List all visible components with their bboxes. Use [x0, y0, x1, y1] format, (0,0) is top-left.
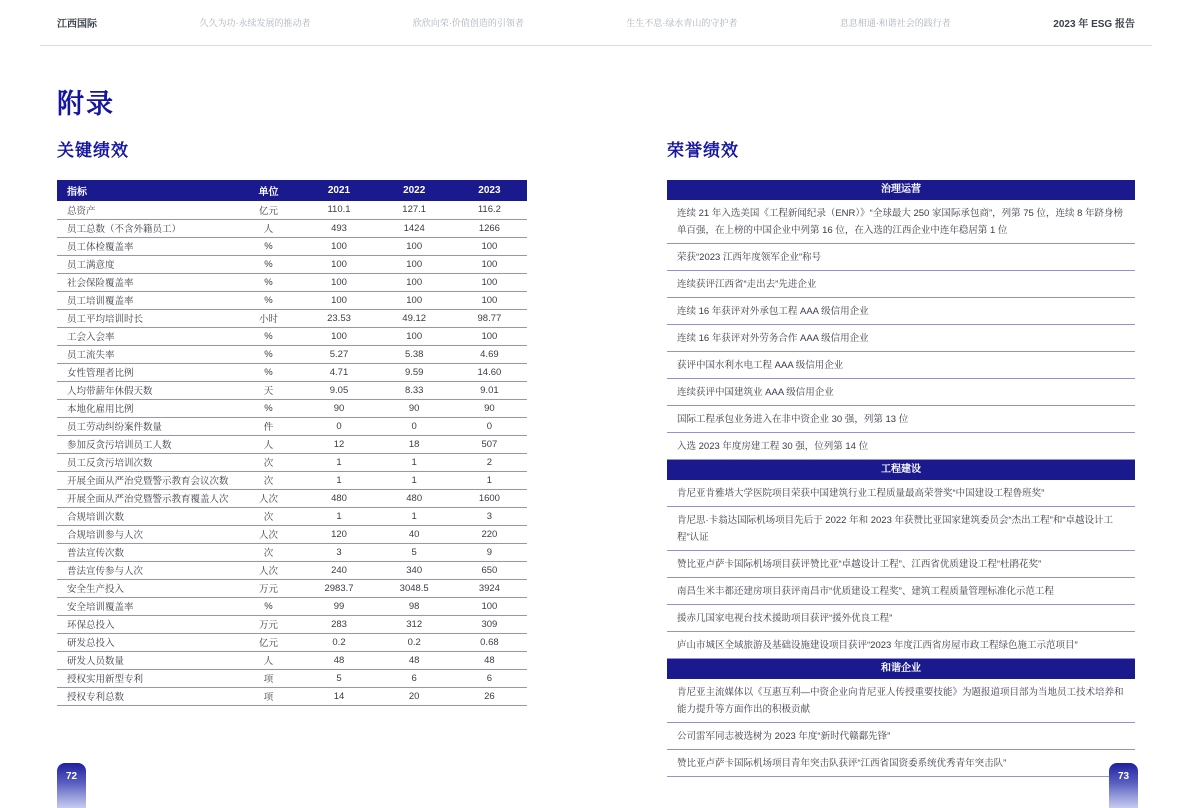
value-cell: 1 [301, 453, 376, 471]
indicator-cell: 员工体检覆盖率 [57, 237, 236, 255]
value-cell: 3048.5 [377, 579, 452, 597]
value-cell: % [236, 363, 302, 381]
indicator-cell: 授权实用新型专利 [57, 669, 236, 687]
value-cell: 亿元 [236, 201, 302, 219]
value-cell: 120 [301, 525, 376, 543]
value-cell: 2 [452, 453, 527, 471]
value-cell: 9.05 [301, 381, 376, 399]
value-cell: 100 [452, 327, 527, 345]
value-cell: 480 [377, 489, 452, 507]
value-cell: 3 [301, 543, 376, 561]
table-row [57, 255, 527, 273]
table-row [57, 345, 527, 363]
table-row [57, 489, 527, 507]
indicator-cell: 总资产 [57, 201, 236, 219]
value-cell: 0 [301, 417, 376, 435]
table-row [57, 525, 527, 543]
table-row [57, 381, 527, 399]
value-cell: 人次 [236, 561, 302, 579]
value-cell: 493 [301, 219, 376, 237]
kpi-table-header-row [57, 180, 527, 201]
value-cell: 0.68 [452, 633, 527, 651]
indicator-cell: 员工总数（不含外籍员工） [57, 219, 236, 237]
value-cell: 次 [236, 453, 302, 471]
table-row [57, 561, 527, 579]
honor-item: 国际工程承包业务进入在非中资企业 30 强，列第 13 位 [667, 406, 1135, 433]
honor-section-header: 工程建设 [667, 460, 1135, 480]
table-row [57, 597, 527, 615]
table-row [57, 273, 527, 291]
honor-item: 援赤几国家电视台技术援助项目获评“援外优良工程” [667, 605, 1135, 632]
honor-item: 南昌生米丰都还建房项目获评南昌市“优质建设工程奖”、建筑工程质量管理标准化示范工程 [667, 578, 1135, 605]
page-header [40, 0, 1152, 46]
value-cell: 99 [301, 597, 376, 615]
honor-item: 入选 2023 年度房建工程 30 强，位列第 14 位 [667, 433, 1135, 460]
table-row [57, 201, 527, 219]
value-cell: 0 [377, 417, 452, 435]
kpi-table-body [57, 201, 527, 705]
honor-item: 连续获评中国建筑业 AAA 级信用企业 [667, 379, 1135, 406]
value-cell: 100 [377, 237, 452, 255]
honor-item: 赞比亚卢萨卡国际机场项目获评赞比亚“卓越设计工程”、江西省优质建设工程“杜鹃花奖” [667, 551, 1135, 578]
report-title: 2023 年 ESG 报告 [1053, 19, 1135, 30]
indicator-cell: 女性管理者比例 [57, 363, 236, 381]
value-cell: 4.69 [452, 345, 527, 363]
value-cell: 万元 [236, 615, 302, 633]
indicator-cell: 参加反贪污培训员工人数 [57, 435, 236, 453]
table-row [57, 363, 527, 381]
value-cell: 人 [236, 219, 302, 237]
value-cell: 次 [236, 507, 302, 525]
value-cell: 次 [236, 543, 302, 561]
value-cell: 48 [377, 651, 452, 669]
table-row [57, 507, 527, 525]
column-header-indicator: 指标 [57, 180, 236, 201]
value-cell: 天 [236, 381, 302, 399]
value-cell: 240 [301, 561, 376, 579]
honor-item: 连续获评江西省“走出去”先进企业 [667, 271, 1135, 298]
value-cell: 507 [452, 435, 527, 453]
value-cell: 1 [301, 507, 376, 525]
honor-item: 肯尼思·卡翁达国际机场项目先后于 2022 年和 2023 年获赞比亚国家建筑委员会“杰出工程”和“卓越设计工程”认证 [667, 507, 1135, 551]
indicator-cell: 合规培训次数 [57, 507, 236, 525]
honor-item: 公司雷军同志被选树为 2023 年度“新时代赣鄱先锋” [667, 723, 1135, 750]
table-row [57, 291, 527, 309]
value-cell: 5.27 [301, 345, 376, 363]
brand-name: 江西国际 [57, 19, 97, 30]
indicator-cell: 员工劳动纠纷案件数量 [57, 417, 236, 435]
value-cell: 3924 [452, 579, 527, 597]
indicator-cell: 研发总投入 [57, 633, 236, 651]
value-cell: 1 [377, 471, 452, 489]
page-number-left: 72 [57, 763, 86, 808]
value-cell: 340 [377, 561, 452, 579]
header-slogan-1: 久久为功·永续发展的推动者 [199, 18, 311, 28]
value-cell: 98 [377, 597, 452, 615]
kpi-table [57, 180, 527, 706]
indicator-cell: 授权专利总数 [57, 687, 236, 705]
table-row [57, 219, 527, 237]
table-row [57, 615, 527, 633]
table-row [57, 237, 527, 255]
table-row [57, 327, 527, 345]
value-cell: 8.33 [377, 381, 452, 399]
honor-item: 肯尼亚主流媒体以《互惠互利—中资企业向肯尼亚人传授重要技能》为题报道项目部为当地员工技术培养和能力提升等方面作出的积极贡献 [667, 679, 1135, 723]
indicator-cell: 社会保险覆盖率 [57, 273, 236, 291]
value-cell: 5 [377, 543, 452, 561]
indicator-cell: 人均带薪年休假天数 [57, 381, 236, 399]
honor-item: 连续 16 年获评对外劳务合作 AAA 级信用企业 [667, 325, 1135, 352]
value-cell: 650 [452, 561, 527, 579]
value-cell: 亿元 [236, 633, 302, 651]
value-cell: 14.60 [452, 363, 527, 381]
table-row [57, 579, 527, 597]
value-cell: 1266 [452, 219, 527, 237]
value-cell: 9 [452, 543, 527, 561]
honor-item: 庐山市城区全域旅游及基础设施建设项目获评“2023 年度江西省房屋市政工程绿色施工示范项目” [667, 632, 1135, 659]
table-row [57, 687, 527, 705]
value-cell: 48 [301, 651, 376, 669]
value-cell: 100 [377, 273, 452, 291]
honor-item: 获评中国水利水电工程 AAA 级信用企业 [667, 352, 1135, 379]
value-cell: % [236, 255, 302, 273]
honors-list [667, 180, 1135, 777]
table-row [57, 543, 527, 561]
value-cell: 次 [236, 471, 302, 489]
value-cell: 3 [452, 507, 527, 525]
page-number-right: 73 [1109, 763, 1138, 808]
value-cell: 6 [377, 669, 452, 687]
value-cell: 1 [452, 471, 527, 489]
column-header-unit: 单位 [236, 180, 302, 201]
value-cell: 0.2 [377, 633, 452, 651]
value-cell: 18 [377, 435, 452, 453]
header-slogan-4: 息息相通·和谐社会的践行者 [839, 18, 951, 28]
value-cell: 90 [301, 399, 376, 417]
value-cell: 12 [301, 435, 376, 453]
honor-section-header: 和谐企业 [667, 659, 1135, 679]
table-row [57, 471, 527, 489]
value-cell: % [236, 237, 302, 255]
value-cell: 0 [452, 417, 527, 435]
value-cell: 1600 [452, 489, 527, 507]
value-cell: 100 [452, 291, 527, 309]
value-cell: 人 [236, 651, 302, 669]
value-cell: 5 [301, 669, 376, 687]
value-cell: 100 [301, 291, 376, 309]
indicator-cell: 员工平均培训时长 [57, 309, 236, 327]
honor-section-header: 治理运营 [667, 180, 1135, 200]
value-cell: 100 [377, 291, 452, 309]
honor-item: 荣获“2023 江西年度领军企业”称号 [667, 244, 1135, 271]
value-cell: 20 [377, 687, 452, 705]
value-cell: 100 [301, 273, 376, 291]
value-cell: 14 [301, 687, 376, 705]
section-title-honors: 荣誉绩效 [667, 141, 739, 160]
value-cell: 件 [236, 417, 302, 435]
value-cell: 98.77 [452, 309, 527, 327]
value-cell: 项 [236, 687, 302, 705]
value-cell: 26 [452, 687, 527, 705]
indicator-cell: 员工流失率 [57, 345, 236, 363]
indicator-cell: 环保总投入 [57, 615, 236, 633]
indicator-cell: 员工满意度 [57, 255, 236, 273]
table-row [57, 651, 527, 669]
value-cell: 项 [236, 669, 302, 687]
value-cell: 万元 [236, 579, 302, 597]
value-cell: 90 [377, 399, 452, 417]
value-cell: 6 [452, 669, 527, 687]
value-cell: 人次 [236, 525, 302, 543]
value-cell: 100 [301, 237, 376, 255]
value-cell: 9.01 [452, 381, 527, 399]
value-cell: 48 [452, 651, 527, 669]
value-cell: 49.12 [377, 309, 452, 327]
value-cell: 283 [301, 615, 376, 633]
indicator-cell: 研发人员数量 [57, 651, 236, 669]
indicator-cell: 工会入会率 [57, 327, 236, 345]
indicator-cell: 开展全面从严治党暨警示教育会议次数 [57, 471, 236, 489]
indicator-cell: 合规培训参与人次 [57, 525, 236, 543]
value-cell: 人 [236, 435, 302, 453]
value-cell: 110.1 [301, 201, 376, 219]
table-row [57, 399, 527, 417]
indicator-cell: 普法宣传参与人次 [57, 561, 236, 579]
value-cell: 5.38 [377, 345, 452, 363]
column-header-2022: 2022 [377, 180, 452, 201]
page-title: 附录 [57, 89, 115, 119]
value-cell: 23.53 [301, 309, 376, 327]
value-cell: % [236, 291, 302, 309]
indicator-cell: 安全培训覆盖率 [57, 597, 236, 615]
value-cell: 100 [452, 255, 527, 273]
indicator-cell: 员工培训覆盖率 [57, 291, 236, 309]
value-cell: % [236, 345, 302, 363]
value-cell: 309 [452, 615, 527, 633]
value-cell: 100 [377, 327, 452, 345]
column-header-2021: 2021 [301, 180, 376, 201]
value-cell: 100 [377, 255, 452, 273]
header-slogan-2: 欣欣向荣·价值创造的引领者 [412, 18, 524, 28]
value-cell: 1 [377, 507, 452, 525]
indicator-cell: 普法宣传次数 [57, 543, 236, 561]
value-cell: 127.1 [377, 201, 452, 219]
value-cell: 100 [452, 597, 527, 615]
value-cell: 9.59 [377, 363, 452, 381]
honor-item: 赞比亚卢萨卡国际机场项目青年突击队获评“江西省国资委系统优秀青年突击队” [667, 750, 1135, 777]
value-cell: 小时 [236, 309, 302, 327]
indicator-cell: 员工反贪污培训次数 [57, 453, 236, 471]
table-row [57, 309, 527, 327]
indicator-cell: 开展全面从严治党暨警示教育覆盖人次 [57, 489, 236, 507]
header-slogan-3: 生生不息·绿水青山的守护者 [626, 18, 738, 28]
column-header-2023: 2023 [452, 180, 527, 201]
table-row [57, 669, 527, 687]
value-cell: 116.2 [452, 201, 527, 219]
value-cell: 100 [452, 237, 527, 255]
value-cell: 100 [301, 327, 376, 345]
value-cell: 人次 [236, 489, 302, 507]
value-cell: 312 [377, 615, 452, 633]
table-row [57, 453, 527, 471]
value-cell: 220 [452, 525, 527, 543]
value-cell: 1424 [377, 219, 452, 237]
honor-item: 连续 21 年入选美国《工程新闻纪录（ENR）》“全球最大 250 家国际承包商”，列第 75 位，连续 8 年跻身榜单百强，在上榜的中国企业中列第 16 位，在入选的江西企业中连年稳居第 1 位 [667, 200, 1135, 244]
value-cell: 2983.7 [301, 579, 376, 597]
value-cell: % [236, 597, 302, 615]
table-row [57, 435, 527, 453]
value-cell: % [236, 273, 302, 291]
indicator-cell: 本地化雇用比例 [57, 399, 236, 417]
value-cell: 1 [301, 471, 376, 489]
honor-item: 肯尼亚肯雅塔大学医院项目荣获中国建筑行业工程质量最高荣誉奖“中国建设工程鲁班奖” [667, 480, 1135, 507]
value-cell: 40 [377, 525, 452, 543]
value-cell: 4.71 [301, 363, 376, 381]
value-cell: 90 [452, 399, 527, 417]
value-cell: 1 [377, 453, 452, 471]
section-title-key-performance: 关键绩效 [57, 141, 129, 160]
value-cell: 100 [452, 273, 527, 291]
value-cell: % [236, 399, 302, 417]
table-row [57, 417, 527, 435]
value-cell: 100 [301, 255, 376, 273]
value-cell: 480 [301, 489, 376, 507]
value-cell: % [236, 327, 302, 345]
value-cell: 0.2 [301, 633, 376, 651]
indicator-cell: 安全生产投入 [57, 579, 236, 597]
table-row [57, 633, 527, 651]
honor-item: 连续 16 年获评对外承包工程 AAA 级信用企业 [667, 298, 1135, 325]
